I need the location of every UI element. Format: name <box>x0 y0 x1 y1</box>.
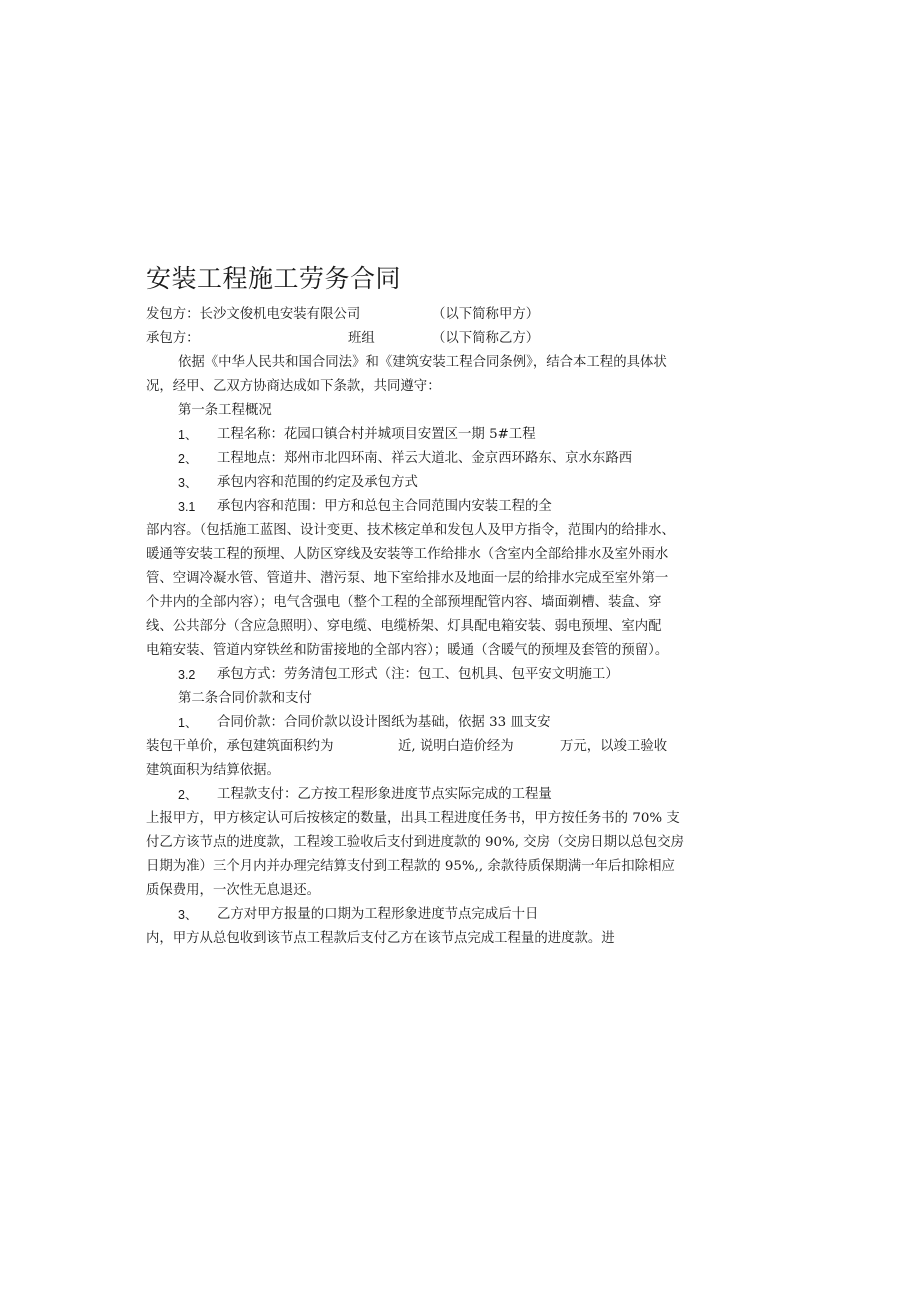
a2-item1-line3: 建筑面积为结算依据。 <box>146 763 280 778</box>
a1-item31-text: 承包内容和范围：甲方和总包主合同范围内安装工程的全 <box>217 499 552 514</box>
article-2-heading: 第二条合同价款和支付 <box>178 691 312 706</box>
a2-item2-text: 工程款支付：乙方按工程形象进度节点实际完成的工程量 <box>217 787 552 802</box>
a1-item31-line: 管、空调冷凝水管、管道井、潜污泵、地下室给排水及地面一层的给排水完成至室外第一 <box>146 571 669 586</box>
a2-item2-line: 上报甲方，甲方核定认可后按核定的数量，出具工程进度任务书，甲方按任务书的 70% 支 <box>146 811 680 826</box>
a1-item2-num: 2、 <box>178 452 198 466</box>
a1-item32-num: 3.2 <box>178 668 196 682</box>
document-title: 安装工程施工劳务合同 <box>146 264 402 293</box>
a1-item31-line: 电箱安装、管道内穿铁丝和防雷接地的全部内容）；暖通（含暖气的预埋及套管的预留）。 <box>146 643 669 658</box>
party-b-label: 承包方： <box>146 331 200 346</box>
a2-item2-num: 2、 <box>178 788 198 802</box>
a1-item1-num: 1、 <box>178 428 198 442</box>
a1-item2-text: 工程地点：郑州市北四环南、祥云大道北、金京西环路东、京水东路西 <box>217 451 633 466</box>
preamble-line-2: 况，经甲、乙双方协商达成如下条款，共同遵守： <box>146 379 441 394</box>
a1-item31-line: 暖通等安装工程的预埋、人防区穿线及安装等工作给排水（含室内全部给排水及室外雨水 <box>146 547 669 562</box>
party-a-note: （以下简称甲方） <box>432 307 540 322</box>
a2-item1-line2c: 万元，以竣工验收 <box>560 739 668 754</box>
a2-item3-text: 乙方对甲方报量的口期为工程形象进度节点完成后十日 <box>217 907 539 922</box>
a2-item1-line2a: 装包干单价，承包建筑面积约为 <box>146 739 334 754</box>
party-b-team: 班组 <box>348 331 375 346</box>
a1-item1-text: 工程名称：花园口镇合村并城项目安置区一期 5#工程 <box>217 427 536 442</box>
a2-item2-line: 付乙方该节点的进度款，工程竣工验收后支付到进度款的 90%, 交房（交房日期以总包交房 <box>146 835 684 850</box>
a2-item1-line2b: 近, 说明白造价经为 <box>398 739 514 754</box>
a2-item1-text: 合同价款：合同价款以设计图纸为基础，依据 33 皿支安 <box>217 715 551 730</box>
article-1-heading: 第一条工程概况 <box>178 403 272 418</box>
a2-item3-line2: 内，甲方从总包收到该节点工程款后支付乙方在该节点完成工程量的进度款。进 <box>146 931 615 946</box>
preamble-line-1: 依据《中华人民共和国合同法》和《建筑安装工程合同条例》，结合本工程的具体状 <box>178 355 667 370</box>
a1-item31-line: 部内容。（包括施工蓝图、设计变更、技术核定单和发包人及甲方指令，范围内的给排水、 <box>146 523 675 538</box>
a2-item2-line: 质保费用，一次性无息退还。 <box>146 883 321 898</box>
a1-item31-line: 线、公共部分（含应急照明）、穿电缆、电缆桥架、灯具配电箱安装、弱电预埋、室内配 <box>146 619 662 634</box>
a1-item3-text: 承包内容和范围的约定及承包方式 <box>217 475 418 490</box>
a1-item32-text: 承包方式：劳务清包工形式（注：包工、包机具、包平安文明施工） <box>217 667 619 682</box>
a2-item3-num: 3、 <box>178 908 198 922</box>
a1-item3-num: 3、 <box>178 476 198 490</box>
party-a-label: 发包方：长沙文俊机电安装有限公司 <box>146 307 361 322</box>
party-b-note: （以下简称乙方） <box>432 331 540 346</box>
a2-item1-num: 1、 <box>178 716 198 730</box>
a2-item2-line: 日期为准）三个月内并办理完结算支付到工程款的 95%,, 余款待质保期满一年后扣除相应 <box>146 859 675 874</box>
a1-item31-line: 个井内的全部内容）；电气含强电（整个工程的全部预埋配管内容、墙面剃槽、装盒、穿 <box>146 595 662 610</box>
a1-item31-num: 3.1 <box>178 500 196 514</box>
